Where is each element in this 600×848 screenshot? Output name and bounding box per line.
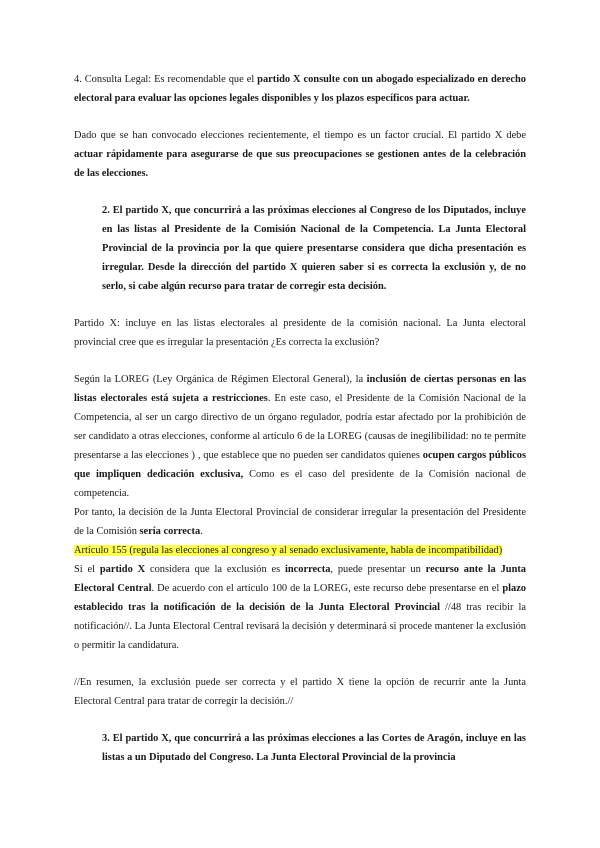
text-run: . En este caso, el Presidente de la Comisión Nacional de la Competencia, al ser un cargo directivo de un órgano regulador, podría estar afectado por la prohibición de ser candidato a otras elecciones, conforme al artículo 6 de la LOREG (causas de inegilibilidad: no te permite presentarse a las elecciones ) , que establece que no pueden ser candidatos quienes: [74, 393, 526, 461]
question-2: [102, 201, 526, 296]
paragraph-summary-question: Partido X: incluye en las listas electorales al presidente de la comisión nacional. La Junta electoral provincial cree que es irregular la presentación ¿Es correcta la exclusión?: [74, 318, 526, 348]
paragraph-legal-consultation: [74, 70, 526, 108]
bold-run: partido X consulte con un abogado especializado en derecho electoral para evaluar las opciones legales disponibles y los plazos específicos para actuar.: [74, 74, 527, 104]
bold-run: partido X: [99, 564, 146, 575]
bold-run: plazo establecido tras la notificación de la decisión de la Junta Electoral Provincial: [74, 583, 526, 613]
question-3: [102, 729, 526, 767]
question-number: 3.: [102, 733, 110, 744]
bold-run: inclusión de ciertas personas en las listas electorales está sujeta a restricciones: [74, 374, 526, 404]
paragraph-appeal: [74, 560, 526, 655]
paragraph-loreg: [74, 370, 526, 503]
text-run: Si el: [74, 564, 100, 575]
text-run: .: [200, 526, 203, 537]
text-run: //48 tras recibir la notificación//. La Junta Electoral Central revisará la decisión y determinará si procede mantener la exclusión o permitir la candidatura.: [74, 602, 526, 651]
bold-run: ocupen cargos públicos que impliquen dedicación exclusiva,: [74, 450, 527, 480]
text-run: Según la LOREG (Ley Orgánica de Régimen Electoral General), la: [74, 374, 367, 385]
highlighted-note: Artículo 155 (regula las elecciones al congreso y al senado exclusivamente, habla de incompatibilidad): [74, 545, 503, 556]
bold-run: sería correcta: [139, 526, 201, 537]
paragraph-article-155: [74, 541, 526, 560]
text-run: . De acuerdo con el artículo 100 de la LOREG, este recurso debe presentarse en el: [151, 583, 503, 594]
text-run: Por tanto, la decisión de la Junta Electoral Provincial de considerar irregular la presentación del Presidente de la Comisión: [74, 507, 526, 537]
question-text: El partido X, que concurrirá a las próximas elecciones al Congreso de los Diputados, incluye en las listas al Presidente de la Comisión Nacional de la Competencia. La Junta Electoral Provincial de la provincia por la que quiere presentarse considera que dicha presentación es irregular. Desde la dirección del partido X quieren saber si es correcta la exclusión y, de no serlo, si cabe algún recurso para tratar de corregir esta decisión.: [102, 205, 526, 292]
bold-run: actuar rápidamente para asegurarse de que sus preocupaciones se gestionen antes de la celebración de las elecciones.: [74, 149, 526, 179]
text-run: , puede presentar un: [330, 564, 426, 575]
text-run: 4. Consulta Legal: Es recomendable que el: [74, 74, 258, 85]
paragraph-time-factor: [74, 126, 526, 183]
bold-run: incorrecta: [285, 564, 331, 575]
text-run: considera que la exclusión es: [145, 564, 285, 575]
question-text: El partido X, que concurrirá a las próximas elecciones a las Cortes de Aragón, incluye en las listas a un Diputado del Congreso. La Junta Electoral Provincial de la provincia: [102, 733, 526, 763]
document-body: [74, 70, 526, 767]
text-run: Como es el caso del presidente de la Comisión nacional de competencia.: [74, 469, 526, 499]
paragraph-conclusion: [74, 503, 526, 541]
text-run: Dado que se han convocado elecciones recientemente, el tiempo es un factor crucial. El partido X debe: [74, 130, 526, 141]
question-number: 2.: [102, 205, 110, 216]
paragraph-resumen: //En resumen, la exclusión puede ser correcta y el partido X tiene la opción de recurrir ante la Junta Electoral Central para tratar de corregir la decisión.//: [74, 677, 526, 707]
bold-run: recurso ante la Junta Electoral Central: [74, 564, 527, 594]
